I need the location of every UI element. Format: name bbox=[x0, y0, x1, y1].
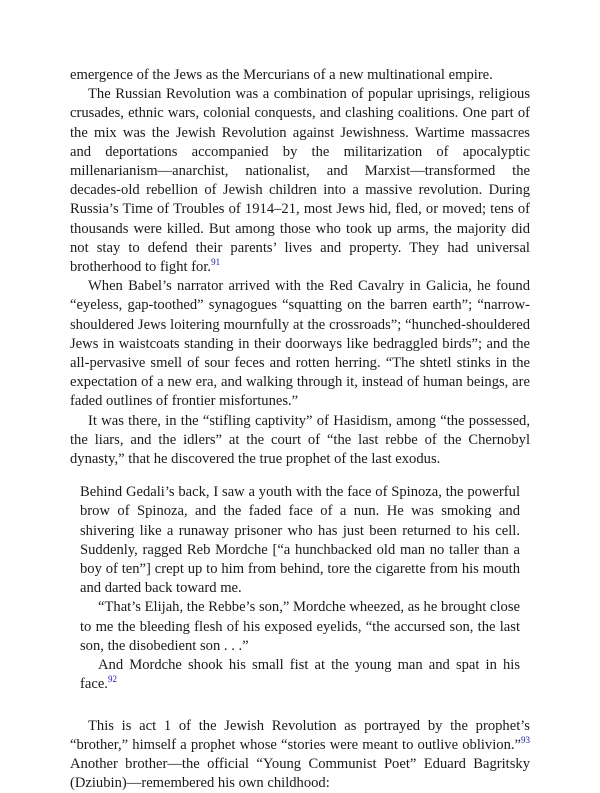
footnote-ref-93[interactable]: 93 bbox=[521, 735, 530, 745]
block-quote bbox=[80, 483, 520, 694]
quote-paragraph-elijah: “That’s Elijah, the Rebbe’s son,” Mordche wheezed, as he brought close to me the bleeding flesh of his exposed eyelids, “the accursed son, the last son, the disobedient son . . .” bbox=[80, 598, 520, 656]
paragraph-russian-revolution: The Russian Revolution was a combination of popular uprisings, religious crusades, ethnic wars, colonial conquests, and clashing coalitions. One part of the mix was the Jewish Revolution against Jewishness. Wartime massacres and deportations accompanied by the militarization of apocalyptic millenarianism—anarchist, nationalist, and Marxist—transformed the decades-old rebellion of Jewish children into a massive revolution. During Russia’s Time of Troubles of 1914–21, most Jews hid, fled, or moved; tens of thousands were killed. But among those who took up arms, the majority did not stay to defend their parents’ lives and property. They had universal brotherhood to fight for.$^{91}$ bbox=[70, 85, 530, 277]
paragraph-babel-narrator: When Babel’s narrator arrived with the Red Cavalry in Galicia, he found “eyeless, gap-toothed” synagogues “squatting on the barren earth”; “narrow-shouldered Jews loitering mournfully at the crossroads”; “hunched-shouldered Jews in waistcoats standing in their doorways like bedraggled birds”; and the all-pervasive smell of sour feces and rotten herring. “The shtetl stinks in the expectation of a new era, and walking through it, instead of human beings, are faded outlines of frontier misfortunes.” bbox=[70, 277, 530, 411]
footnote-ref-91[interactable]: 91 bbox=[211, 257, 220, 267]
quote-paragraph-gedali: Behind Gedali’s back, I saw a youth with the face of Spinoza, the powerful brow of Spinoza, and the faded face of a nun. He was smoking and shivering like a runaway prisoner who has just been returned to his cell. Suddenly, ragged Reb Mordche [“a hunchbacked old man no taller than a boy of ten”] crept up to him from behind, tore the cigarette from his mouth and darted back toward me. bbox=[80, 483, 520, 598]
paragraph-continuation: emergence of the Jews as the Mercurians of a new multinational empire. bbox=[70, 66, 530, 85]
paragraph-stifling-captivity: It was there, in the “stifling captivity” of Hasidism, among “the possessed, the liars, and the idlers” at the court of “the last rebbe of the Chernobyl dynasty,” that he discovered the true prophet of the last exodus. bbox=[70, 412, 530, 470]
paragraph-act-one: This is act 1 of the Jewish Revolution as portrayed by the prophet’s “brother,” himself a prophet whose “stories were meant to outlive oblivion.”$^{93}$ Another brother—the official “Young Communist Poet” Eduard Bagritsky (Dziubin)—remembered his own childhood: bbox=[70, 717, 530, 793]
footnote-ref-92[interactable]: 92 bbox=[108, 674, 117, 684]
document-page bbox=[70, 66, 530, 793]
quote-paragraph-mordche-fist: And Mordche shook his small fist at the young man and spat in his face.$^{92}$ bbox=[80, 656, 520, 694]
